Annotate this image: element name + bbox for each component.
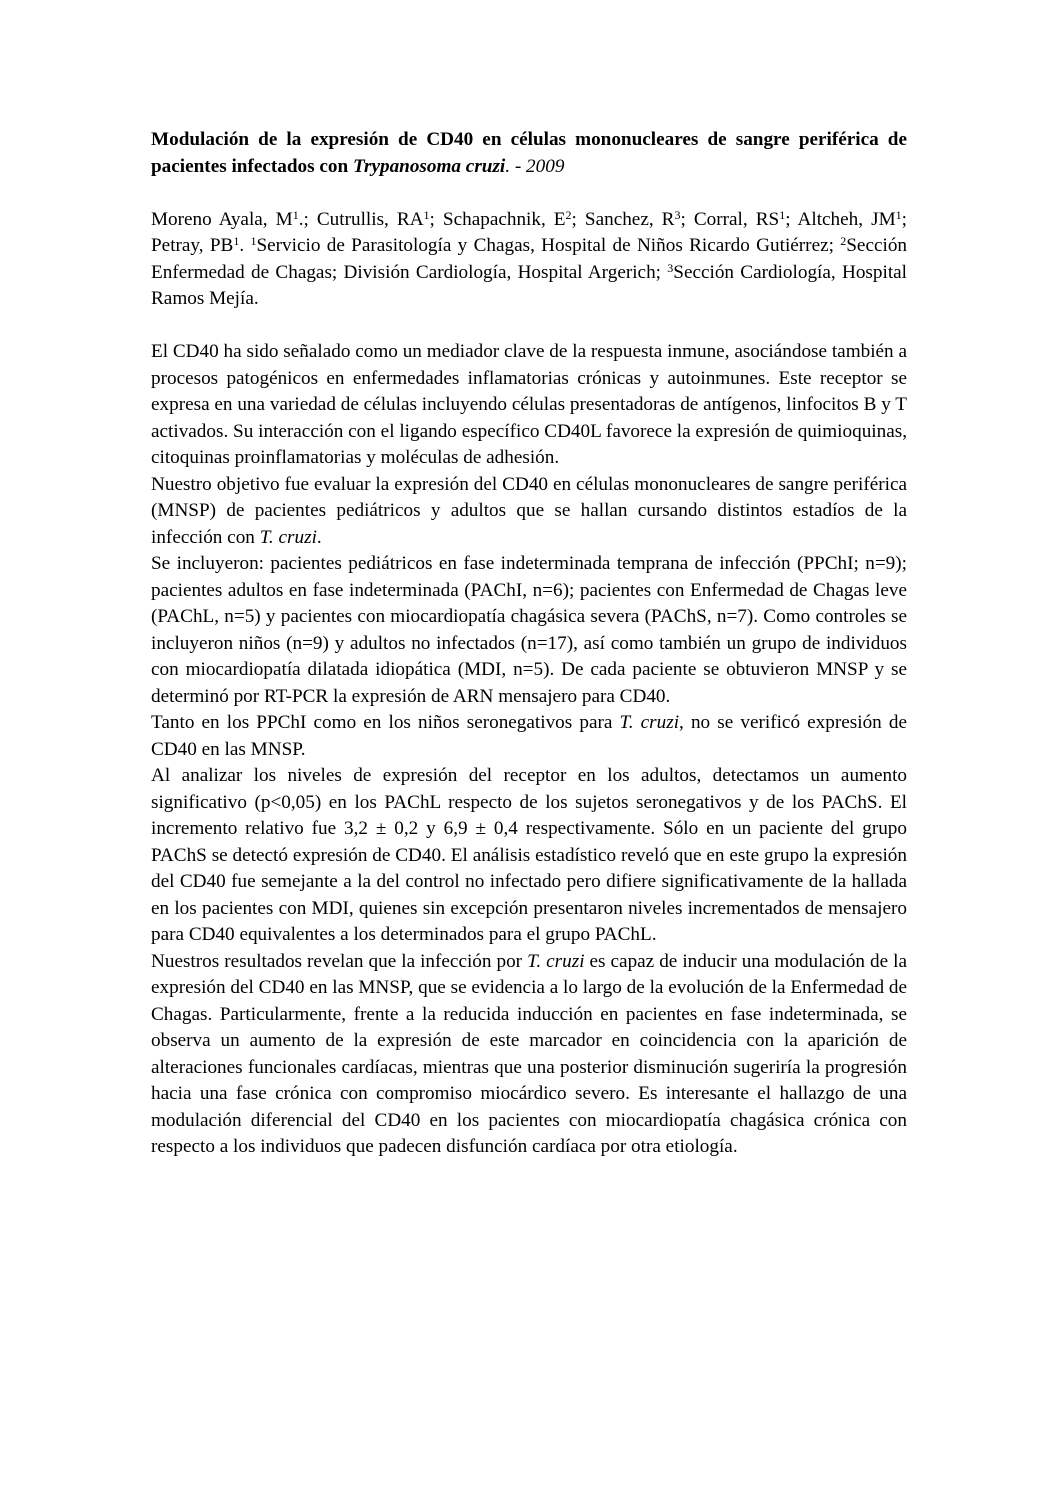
affiliation-3-marker: 3 [667, 260, 674, 275]
author-7-affiliation: 1 [233, 234, 240, 248]
paragraph-pediatric-results [151, 710, 907, 763]
affiliation-2: Sección Enfermedad de Chagas; División Cardiología, Hospital Argerich; [151, 235, 908, 283]
author-1: Moreno Ayala, M [151, 208, 293, 230]
author-4: ; Sanchez, R [571, 208, 675, 230]
conclusions-end: es capaz de inducir una modulación de la expresión del CD40 en las MNSP, que se evidencia a lo largo de la evolución de la Enfermedad de Chagas. Particularmente, frente a la reducida inducción en pacientes en fase indeterminada, se observa un aumento de la expresión de este marcador en coincidencia con la aparición de alteraciones funcionales cardíacas, mientras que una posterior disminución sugeriría la progresión hacia una fase crónica con compromiso miocárdico severo. Es interesante el hallazgo de una modulación diferencial del CD40 en los pacientes con miocardiopatía chagásica crónica con respecto a los individuos que padecen disfunción cardíaca por otra etiología. [151, 950, 907, 1157]
author-list-end: . [239, 235, 251, 256]
author-3-affiliation: 2 [565, 207, 572, 222]
author-2-affiliation: 1 [423, 207, 430, 222]
conclusions-organism: T. cruzi [527, 950, 585, 972]
pediatric-text: Tanto en los PPChI como en los niños seronegativos para [151, 712, 620, 733]
pediatric-organism: T. cruzi [619, 712, 680, 733]
author-1-affiliation: 1 [292, 207, 299, 222]
author-2: .; Cutrullis, RA [298, 208, 424, 230]
author-6-affiliation: 1 [895, 207, 902, 222]
author-5-affiliation: 1 [779, 207, 786, 222]
affiliation-3: Sección Cardiología, Hospital Ramos Mejía. [151, 261, 907, 309]
title-year: . - 2009 [505, 155, 565, 177]
paragraph-conclusions [151, 949, 907, 1161]
objective-text: Nuestro objetivo fue evaluar la expresión del CD40 en células mononucleares de sangre periférica (MNSP) de pacientes pediátricos y adultos que se hallan cursando distintos estadíos de la infección con [151, 473, 907, 548]
abstract-title [151, 127, 907, 180]
conclusions-text: Nuestros resultados revelan que la infección por [151, 950, 528, 972]
title-text: Modulación de la expresión de CD40 en células mononucleares de sangre periférica de pacientes infectados con [151, 129, 907, 177]
author-list [151, 207, 907, 313]
title-organism: Trypanosoma cruzi [352, 155, 506, 177]
author-7: ; Petray, PB [151, 208, 907, 256]
paragraph-methods: Se incluyeron: pacientes pediátricos en fase indeterminada temprana de infección (PPChI; n=9); pacientes adultos en fase indeterminada (PAChI, n=6); pacientes con Enfermedad de Chagas leve (PAChL, n=5) y pacientes con miocardiopatía chagásica severa (PAChS, n=7). Como controles se incluyeron niños (n=9) y adultos no infectados (n=17), así como también un grupo de individuos con miocardiopatía dilatada idiopática (MDI, n=5). De cada paciente se obtuvieron MNSP y se determinó por RT-PCR la expresión de ARN mensajero para CD40. [151, 553, 907, 707]
pediatric-end: , no se verificó expresión de CD40 en las MNSP. [151, 712, 907, 760]
objective-organism: T. cruzi [259, 526, 317, 548]
paragraph-objective [151, 472, 907, 552]
author-4-affiliation: 3 [674, 207, 681, 222]
abstract-body [151, 339, 907, 1161]
objective-end: . [316, 526, 322, 548]
author-6: ; Altcheh, JM [785, 208, 896, 230]
abstract-content [151, 127, 907, 1161]
affiliation-2-marker: 2 [840, 234, 847, 248]
author-5: ; Corral, RS [680, 208, 780, 230]
affiliation-1-marker: 1 [250, 234, 257, 248]
author-3: ; Schapachnik, E [429, 208, 566, 230]
paragraph-introduction: El CD40 ha sido señalado como un mediador clave de la respuesta inmune, asociándose también a procesos patogénicos en enfermedades inflamatorias crónicas y autoinmunes. Este receptor se expresa en una variedad de células incluyendo células presentadoras de antígenos, linfocitos B y T activados. Su interacción con el ligando específico CD40L favorece la expresión de quimioquinas, citoquinas proinflamatorias y moléculas de adhesión. [151, 341, 907, 468]
affiliation-1: Servicio de Parasitología y Chagas, Hospital de Niños Ricardo Gutiérrez; [256, 235, 841, 256]
paragraph-adult-results: Al analizar los niveles de expresión del receptor en los adultos, detectamos un aumento significativo (p<0,05) en los PAChL respecto de los sujetos seronegativos y de los PAChS. El incremento relativo fue 3,2 ± 0,2 y 6,9 ± 0,4 respectivamente. Sólo en un paciente del grupo PAChS se detectó expresión de CD40. El análisis estadístico reveló que en este grupo la expresión del CD40 fue semejante a la del control no infectado pero difiere significativamente de la hallada en los pacientes con MDI, quienes sin excepción presentaron niveles incrementados de mensajero para CD40 equivalentes a los determinados para el grupo PAChL. [151, 765, 907, 945]
